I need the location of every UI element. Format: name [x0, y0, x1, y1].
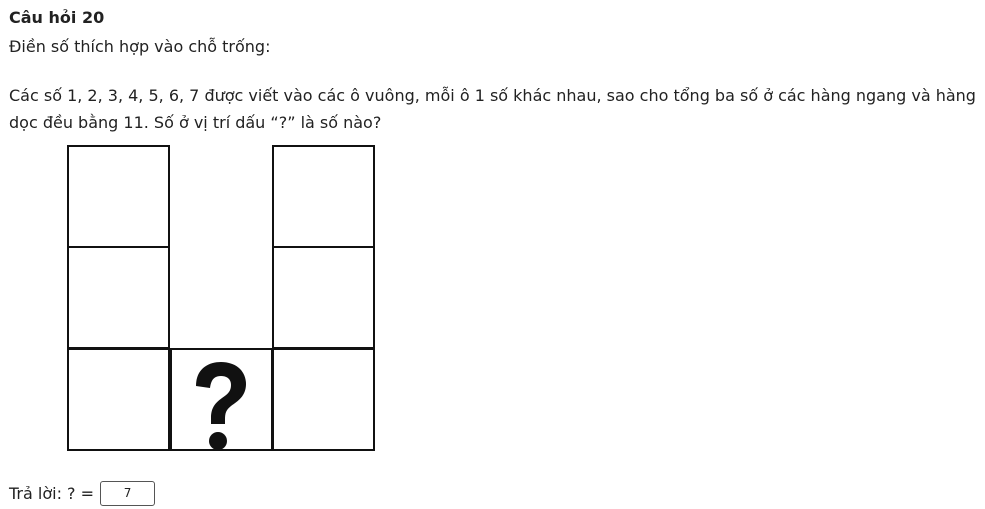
grid-cell-left-bottom [67, 348, 170, 451]
answer-row [9, 481, 155, 506]
question-mark-icon [186, 360, 256, 452]
grid-cell-left-middle [67, 246, 170, 349]
problem-text: Các số 1, 2, 3, 4, 5, 6, 7 được viết vào các ô vuông, mỗi ô 1 số khác nhau, sao cho tổng ba số ở các hàng ngang và hàng dọc đều bằng 11. Số ở vị trí dấu “?” là số nào? [9, 86, 976, 132]
grid-cell-left-top [67, 145, 170, 248]
grid-cell-right-top [272, 145, 375, 248]
answer-input[interactable]: 7 [100, 481, 155, 506]
answer-label: Trả lời: ? = [9, 484, 95, 503]
question-title: Câu hỏi 20 [9, 8, 105, 27]
grid-cell-right-middle [272, 246, 375, 349]
grid-cell-right-bottom [272, 348, 375, 451]
question-instruction: Điền số thích hợp vào chỗ trống: [9, 37, 271, 56]
